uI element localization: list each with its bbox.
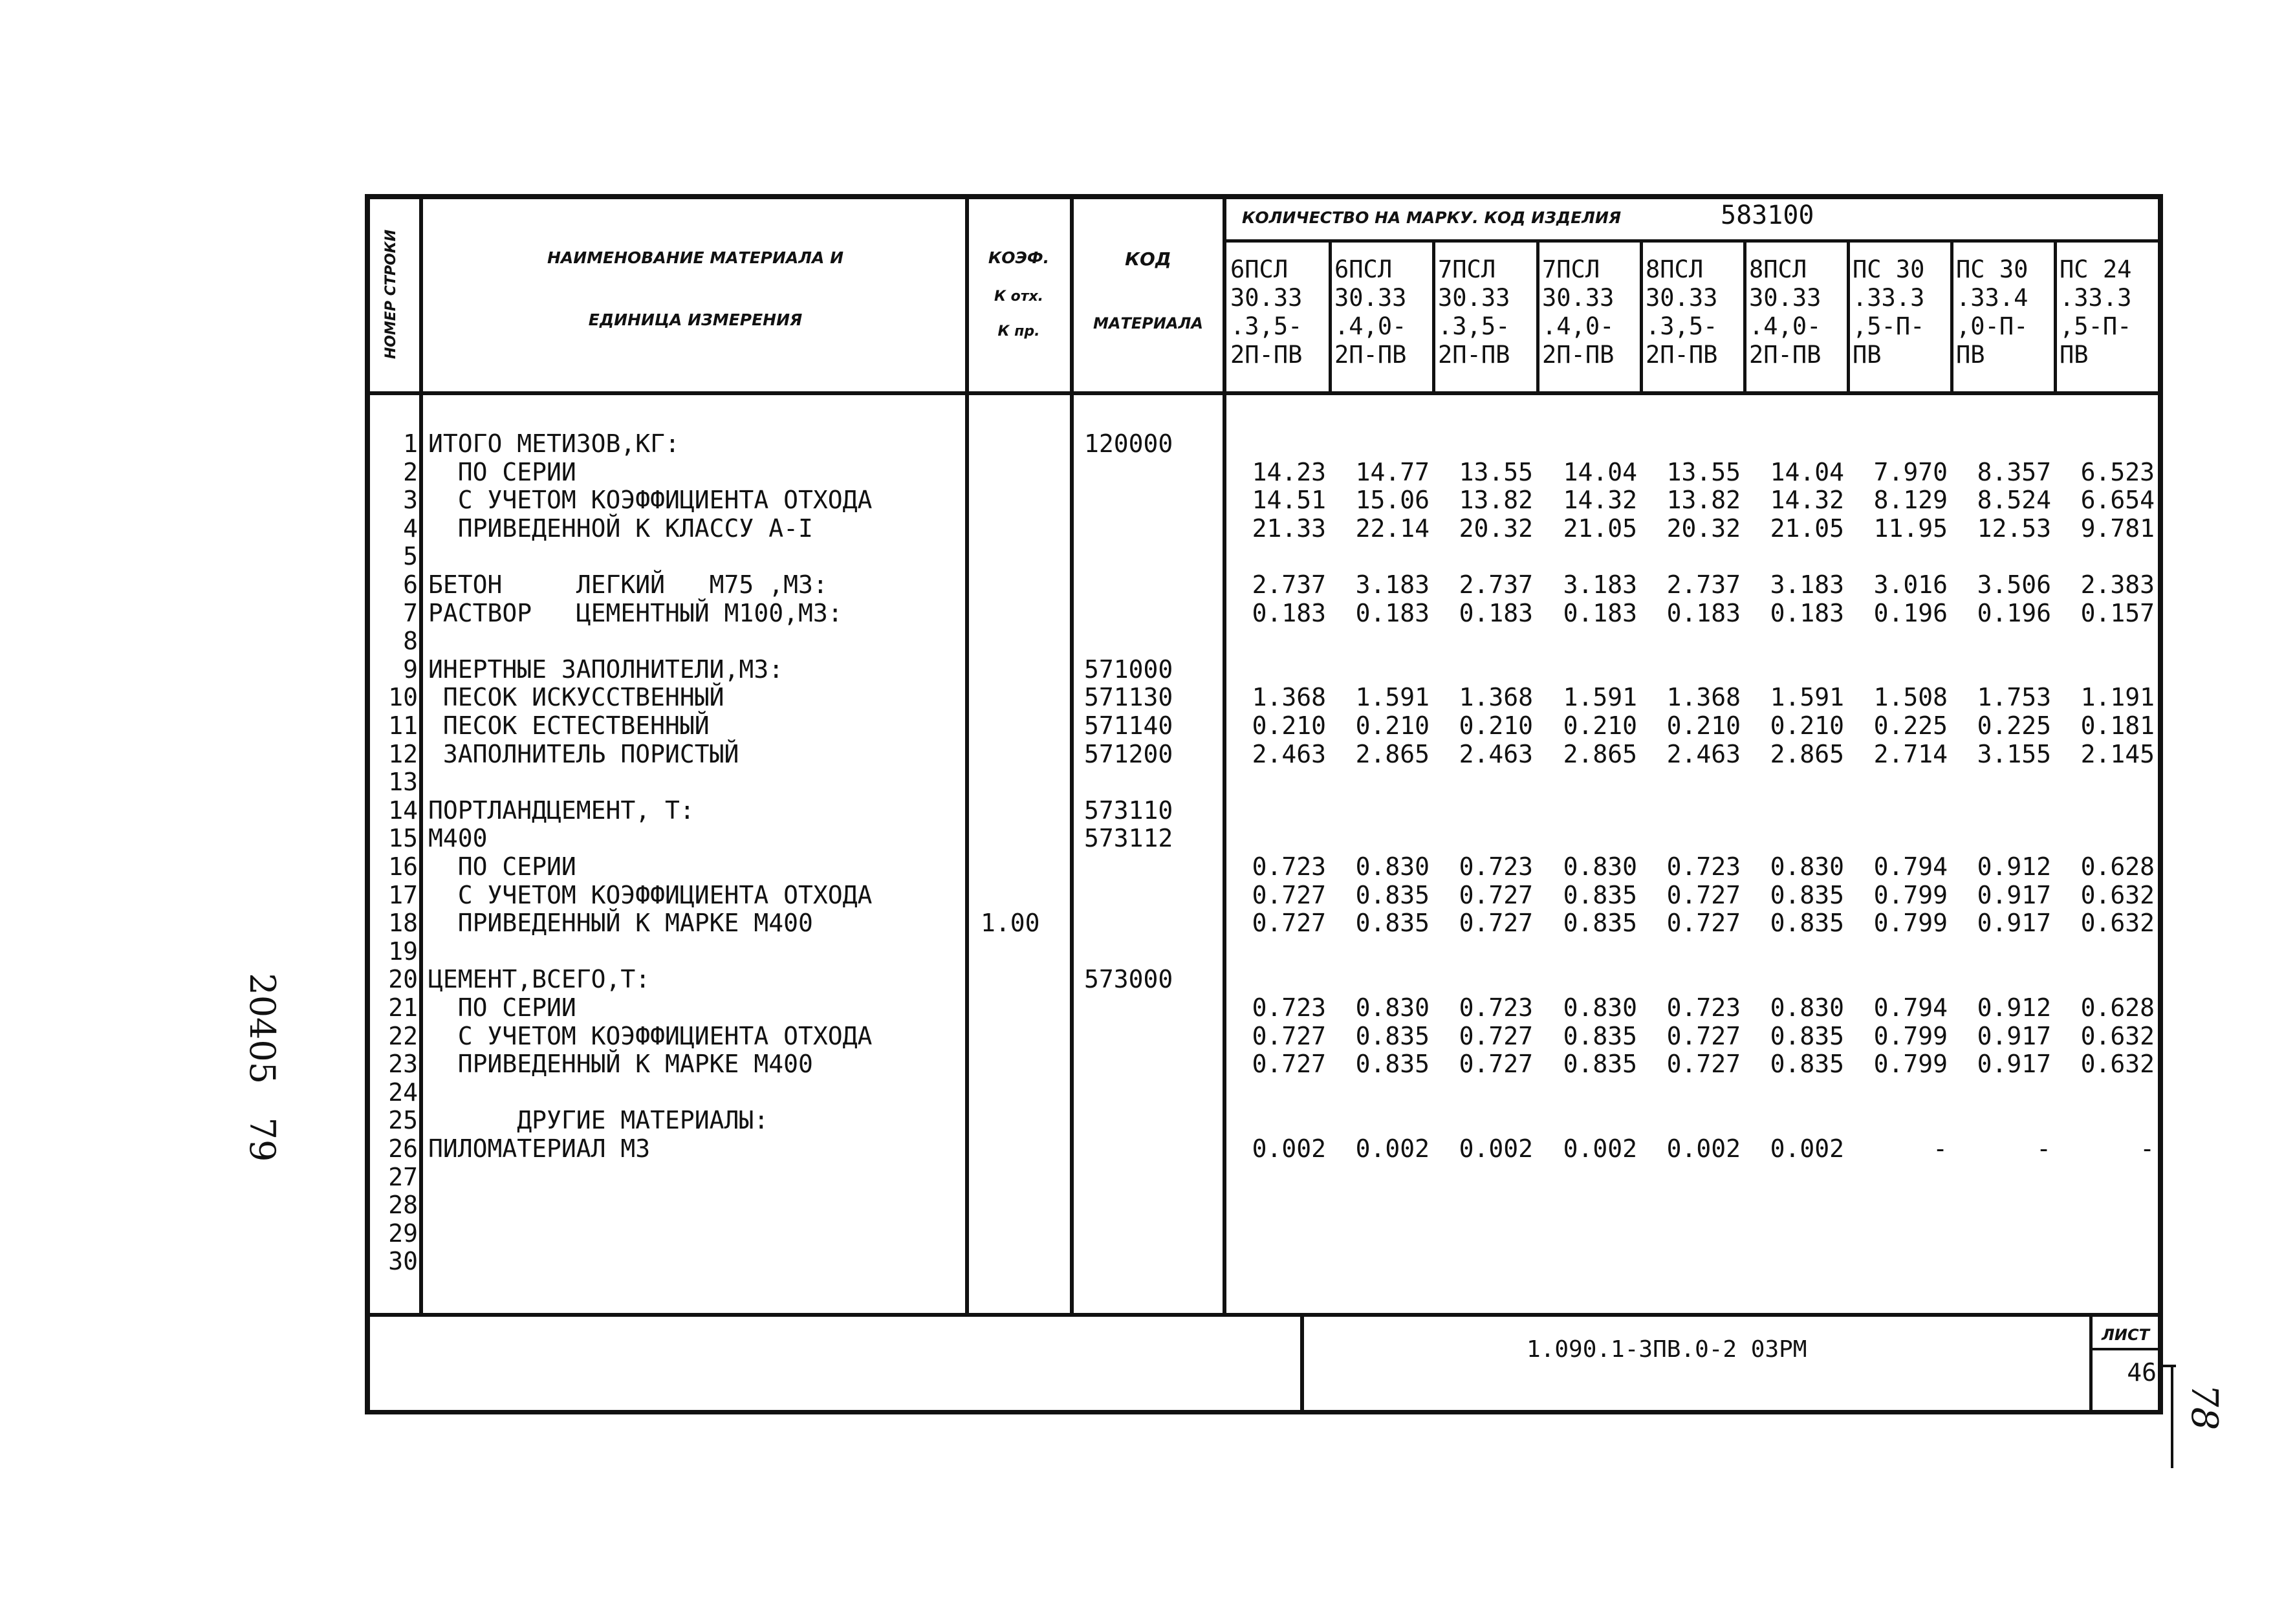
row-number: 17	[388, 881, 418, 909]
quantity-value: 2.865	[1355, 740, 1430, 768]
quantity-value: 0.723	[1252, 852, 1326, 881]
quantity-value: 1.368	[1252, 683, 1326, 711]
quantity-value: 14.04	[1563, 458, 1637, 486]
quantity-value: -	[2140, 1134, 2155, 1163]
quantity-value: 0.196	[1977, 599, 2051, 627]
product-column-header-line: 6ПСЛ	[1230, 255, 1289, 283]
sheet-number: 46	[2127, 1358, 2157, 1387]
quantity-value: 0.727	[1666, 1022, 1741, 1050]
quantity-value: 0.210	[1666, 711, 1741, 740]
material-name: ПО СЕРИИ	[428, 993, 576, 1022]
quantity-value: 0.835	[1770, 1022, 1844, 1050]
quantity-value: 0.002	[1563, 1134, 1637, 1163]
product-column-header-line: ПС 30	[1853, 255, 1925, 283]
product-column-header-line: 30.33	[1230, 284, 1303, 312]
quantity-value: 2.383	[2080, 570, 2155, 599]
quantity-value: 21.33	[1252, 514, 1326, 543]
quantity-value: 1.591	[1563, 683, 1637, 711]
quantity-value: 9.781	[2080, 514, 2155, 543]
material-header-line1: НАИМЕНОВАНИЕ МАТЕРИАЛА И	[547, 248, 844, 267]
quantity-value: 0.183	[1770, 599, 1844, 627]
product-column-header	[2060, 255, 2131, 369]
quantity-value: 22.14	[1355, 514, 1430, 543]
row-number: 6	[403, 570, 418, 599]
row-number: 20	[388, 965, 418, 993]
quantity-value: 21.05	[1563, 514, 1637, 543]
quantity-value: 6.523	[2080, 458, 2155, 486]
quantity-value: 0.912	[1977, 852, 2051, 881]
code-header-line2: МАТЕРИАЛА	[1093, 314, 1203, 332]
quantity-value: 0.225	[1873, 711, 1948, 740]
product-column-header-line: .33.3	[2060, 284, 2132, 312]
quantity-value: 0.727	[1666, 909, 1741, 937]
row-number: 19	[388, 937, 418, 966]
quantity-value: 0.210	[1770, 711, 1844, 740]
material-name: ПО СЕРИИ	[428, 852, 576, 881]
quantity-value: 0.632	[2080, 909, 2155, 937]
product-column-header-line: 30.33	[1542, 284, 1615, 312]
product-column-header-line: 30.33	[1646, 284, 1718, 312]
quantity-value: 1.191	[2080, 683, 2155, 711]
quantity-value: 0.727	[1459, 909, 1533, 937]
quantity-value: 0.835	[1770, 1050, 1844, 1078]
quantity-value: 0.835	[1355, 1050, 1430, 1078]
quantity-value: 0.723	[1459, 852, 1533, 881]
quantity-value: 3.183	[1355, 570, 1430, 599]
quantity-value: 0.183	[1563, 599, 1637, 627]
material-code: 573112	[1084, 824, 1173, 852]
quantity-value: 0.157	[2080, 599, 2155, 627]
left-margin-note	[242, 951, 323, 1162]
quantity-value: 0.912	[1977, 993, 2051, 1022]
row-number-header: НОМЕР СТРОКИ	[383, 229, 399, 360]
quantity-value: 3.183	[1770, 570, 1844, 599]
quantity-value: 0.835	[1355, 881, 1430, 909]
row-number: 8	[403, 627, 418, 655]
quantity-value: 0.210	[1563, 711, 1637, 740]
material-code: 573110	[1084, 796, 1173, 825]
quantity-value: 0.835	[1563, 1022, 1637, 1050]
quantity-value: 0.723	[1459, 993, 1533, 1022]
row-number: 26	[388, 1134, 418, 1163]
quantity-value: 0.794	[1873, 852, 1948, 881]
row-number: 9	[403, 655, 418, 684]
material-name: БЕТОН ЛЕГКИЙ М75 ,М3:	[428, 570, 828, 599]
quantity-value: 0.917	[1977, 1022, 2051, 1050]
product-column-header-line: 2П-ПВ	[1542, 341, 1615, 369]
material-name: С УЧЕТОМ КОЭФФИЦИЕНТА ОТХОДА	[428, 881, 873, 909]
row-number: 29	[388, 1219, 418, 1248]
material-name: ПИЛОМАТЕРИАЛ М3	[428, 1134, 651, 1163]
row-number: 5	[403, 542, 418, 570]
product-column-header	[1749, 255, 1821, 369]
row-number: 7	[403, 599, 418, 627]
row-number: 2	[403, 458, 418, 486]
product-column-header-line: .4,0-	[1749, 312, 1822, 340]
material-name: ЗАПОЛНИТЕЛЬ ПОРИСТЫЙ	[428, 740, 739, 768]
material-name: ПО СЕРИИ	[428, 458, 576, 486]
product-column-header	[1956, 255, 2028, 369]
material-code: 571200	[1084, 740, 1173, 768]
material-name: ДРУГИЕ МАТЕРИАЛЫ:	[428, 1106, 769, 1134]
product-column-header-line: .33.4	[1956, 284, 2028, 312]
product-column-header-line: 7ПСЛ	[1438, 255, 1496, 283]
quantity-value: 1.591	[1770, 683, 1844, 711]
quantity-value: 11.95	[1873, 514, 1948, 543]
quantity-value: 15.06	[1355, 486, 1430, 514]
quantity-value: 3.183	[1563, 570, 1637, 599]
quantity-value: 2.463	[1252, 740, 1326, 768]
material-name: ЦЕМЕНТ,ВСЕГО,Т:	[428, 965, 651, 993]
quantity-value: 2.714	[1873, 740, 1948, 768]
row-number: 11	[388, 711, 418, 740]
quantity-value: 12.53	[1977, 514, 2051, 543]
quantity-value: 0.835	[1563, 881, 1637, 909]
quantity-value: 0.835	[1770, 881, 1844, 909]
quantity-value: 0.727	[1666, 881, 1741, 909]
product-column-header-line: 2П-ПВ	[1230, 341, 1303, 369]
material-name: РАСТВОР ЦЕМЕНТНЫЙ М100,М3:	[428, 599, 843, 627]
quantity-value: 0.830	[1770, 993, 1844, 1022]
product-column-header-line: ПС 30	[1956, 255, 2028, 283]
product-column-header-line: ,0-П-	[1956, 312, 2028, 340]
quantity-value: 0.917	[1977, 881, 2051, 909]
quantity-value: 0.835	[1770, 909, 1844, 937]
quantity-value: 0.830	[1563, 852, 1637, 881]
row-number: 4	[403, 514, 418, 543]
quantity-value: 0.830	[1355, 993, 1430, 1022]
quantity-value: 3.506	[1977, 570, 2051, 599]
product-column-header-line: 8ПСЛ	[1749, 255, 1807, 283]
quantity-value: 0.835	[1563, 909, 1637, 937]
quantity-value: 0.632	[2080, 1050, 2155, 1078]
quantity-value: 2.145	[2080, 740, 2155, 768]
material-name: М400	[428, 824, 488, 852]
row-number: 13	[388, 768, 418, 796]
quantity-value: 0.727	[1252, 881, 1326, 909]
material-code: 573000	[1084, 965, 1173, 993]
material-name: С УЧЕТОМ КОЭФФИЦИЕНТА ОТХОДА	[428, 1022, 873, 1050]
row-number: 25	[388, 1106, 418, 1134]
quantity-value: 0.917	[1977, 1050, 2051, 1078]
coef-header-line3: К пр.	[997, 323, 1040, 340]
product-column-header-line: .3,5-	[1230, 312, 1303, 340]
quantity-value: 2.463	[1666, 740, 1741, 768]
product-column-header	[1542, 255, 1614, 369]
quantity-value: 0.830	[1563, 993, 1637, 1022]
quantity-value: 3.016	[1873, 570, 1948, 599]
quantity-value: 0.794	[1873, 993, 1948, 1022]
quantity-value: 0.183	[1666, 599, 1741, 627]
quantity-value: 2.463	[1459, 740, 1533, 768]
product-column-header-line: .4,0-	[1542, 312, 1615, 340]
row-number: 3	[403, 486, 418, 514]
row-number: 30	[388, 1247, 418, 1275]
quantity-value: 14.77	[1355, 458, 1430, 486]
material-code: 571130	[1084, 683, 1173, 711]
quantity-value: 8.357	[1977, 458, 2051, 486]
quantity-value: 14.04	[1770, 458, 1844, 486]
row-number: 27	[388, 1163, 418, 1191]
quantity-value: 13.82	[1666, 486, 1741, 514]
quantity-value: 0.917	[1977, 909, 2051, 937]
material-code: 120000	[1084, 429, 1173, 458]
row-number: 21	[388, 993, 418, 1022]
product-column-header	[1334, 255, 1406, 369]
quantity-value: 1.591	[1355, 683, 1430, 711]
product-column-header	[1230, 255, 1302, 369]
material-name: С УЧЕТОМ КОЭФФИЦИЕНТА ОТХОДА	[428, 486, 873, 514]
quantity-value: 14.23	[1252, 458, 1326, 486]
quantity-value: 1.368	[1459, 683, 1533, 711]
quantity-value: 0.628	[2080, 852, 2155, 881]
quantity-value: 2.865	[1563, 740, 1637, 768]
quantity-value: 2.737	[1666, 570, 1741, 599]
material-name: ПРИВЕДЕННОЙ К КЛАССУ А-I	[428, 514, 813, 543]
quantity-value: 3.155	[1977, 740, 2051, 768]
product-column-header-line: .33.3	[1853, 284, 1925, 312]
quantity-value: 21.05	[1770, 514, 1844, 543]
quantity-value: 0.183	[1459, 599, 1533, 627]
coefficient-value: 1.00	[981, 909, 1040, 937]
quantity-value: 0.628	[2080, 993, 2155, 1022]
row-number: 15	[388, 824, 418, 852]
material-name: ПРИВЕДЕННЫЙ К МАРКЕ М400	[428, 1050, 813, 1078]
quantity-value: 8.524	[1977, 486, 2051, 514]
product-column-header-line: 8ПСЛ	[1646, 255, 1704, 283]
coef-header-line1: КОЭФ.	[988, 248, 1050, 267]
quantity-value: 0.727	[1252, 909, 1326, 937]
quantity-value: 0.727	[1459, 881, 1533, 909]
product-column-header-line: 30.33	[1749, 284, 1822, 312]
product-column-header-line: ПВ	[1853, 341, 1882, 369]
quantity-value: 13.82	[1459, 486, 1533, 514]
row-number: 1	[403, 429, 418, 458]
quantity-value: 0.002	[1252, 1134, 1326, 1163]
left-margin-note-number: 20405	[242, 973, 283, 1085]
quantity-value: 0.181	[2080, 711, 2155, 740]
quantity-value: 0.210	[1355, 711, 1430, 740]
product-column-header-line: ,5-П-	[1853, 312, 1925, 340]
row-number: 28	[388, 1191, 418, 1219]
product-column-header-line: .3,5-	[1646, 312, 1718, 340]
material-name: ПРИВЕДЕННЫЙ К МАРКЕ М400	[428, 909, 813, 937]
product-column-header-line: 2П-ПВ	[1334, 341, 1407, 369]
quantity-value: 0.723	[1666, 993, 1741, 1022]
product-column-header-line: ПС 24	[2060, 255, 2132, 283]
quantity-value: 0.830	[1355, 852, 1430, 881]
code-header-line1: КОД	[1125, 248, 1171, 270]
quantity-value: 0.210	[1252, 711, 1326, 740]
product-column-header-line: .3,5-	[1438, 312, 1510, 340]
quantity-value: 0.799	[1873, 909, 1948, 937]
quantity-value: 0.002	[1770, 1134, 1844, 1163]
quantity-value: 0.830	[1770, 852, 1844, 881]
product-column-header	[1853, 255, 1924, 369]
quantity-value: 0.727	[1459, 1050, 1533, 1078]
product-code: 583100	[1721, 200, 1814, 230]
quantity-value: 0.799	[1873, 1022, 1948, 1050]
row-number: 18	[388, 909, 418, 937]
quantity-value: 8.129	[1873, 486, 1948, 514]
row-number: 22	[388, 1022, 418, 1050]
quantity-value: 0.799	[1873, 1050, 1948, 1078]
quantity-value: 0.727	[1252, 1050, 1326, 1078]
material-name: ПЕСОК ИСКУССТВЕННЫЙ	[428, 683, 724, 711]
quantity-value: 0.196	[1873, 599, 1948, 627]
document-code: 1.090.1-3ПВ.0-2 03РМ	[1527, 1336, 1807, 1363]
quantity-value: 13.55	[1459, 458, 1533, 486]
quantity-value: 0.727	[1252, 1022, 1326, 1050]
row-number: 10	[388, 683, 418, 711]
quantity-value: 1.368	[1666, 683, 1741, 711]
quantity-value: 20.32	[1459, 514, 1533, 543]
material-header-line2: ЕДИНИЦА ИЗМЕРЕНИЯ	[588, 310, 803, 329]
row-number: 16	[388, 852, 418, 881]
product-column-header-line: ,5-П-	[2060, 312, 2132, 340]
quantity-value: 2.865	[1770, 740, 1844, 768]
quantity-value: 1.753	[1977, 683, 2051, 711]
quantity-value: 7.970	[1873, 458, 1948, 486]
product-column-header-line: 2П-ПВ	[1749, 341, 1822, 369]
quantity-value: 2.737	[1252, 570, 1326, 599]
quantity-value: 0.210	[1459, 711, 1533, 740]
quantity-value: 0.799	[1873, 881, 1948, 909]
product-column-header-line: ПВ	[2060, 341, 2089, 369]
quantity-value: 14.32	[1770, 486, 1844, 514]
quantity-value: 14.51	[1252, 486, 1326, 514]
quantity-value: 0.183	[1252, 599, 1326, 627]
product-column-header-line: ПВ	[1956, 341, 1985, 369]
sheet-label: ЛИСТ	[2101, 1326, 2149, 1344]
quantity-value: 0.002	[1355, 1134, 1430, 1163]
product-column-header	[1438, 255, 1510, 369]
quantity-header: КОЛИЧЕСТВО НА МАРКУ. КОД ИЗДЕЛИЯ	[1242, 208, 1622, 227]
quantity-value: 0.183	[1355, 599, 1430, 627]
row-number: 14	[388, 796, 418, 825]
coef-header-line2: К отх.	[994, 288, 1044, 305]
quantity-value: 0.835	[1355, 1022, 1430, 1050]
quantity-value: 0.727	[1459, 1022, 1533, 1050]
material-name: ИТОГО МЕТИЗОВ,КГ:	[428, 429, 680, 458]
quantity-value: -	[1933, 1134, 1948, 1163]
quantity-value: 0.002	[1666, 1134, 1741, 1163]
row-number: 12	[388, 740, 418, 768]
quantity-value: 6.654	[2080, 486, 2155, 514]
quantity-value: 0.225	[1977, 711, 2051, 740]
quantity-value: 14.32	[1563, 486, 1637, 514]
row-number: 23	[388, 1050, 418, 1078]
quantity-value: 0.723	[1252, 993, 1326, 1022]
material-code: 571140	[1084, 711, 1173, 740]
quantity-value: 0.723	[1666, 852, 1741, 881]
left-margin-note-page: 79	[242, 1117, 283, 1162]
quantity-value: -	[2036, 1134, 2051, 1163]
product-column-header-line: .4,0-	[1334, 312, 1407, 340]
material-name: ПОРТЛАНДЦЕМЕНТ, Т:	[428, 796, 695, 825]
quantity-value: 2.737	[1459, 570, 1533, 599]
product-column-header-line: 6ПСЛ	[1334, 255, 1393, 283]
material-code: 571000	[1084, 655, 1173, 684]
material-name: ПЕСОК ЕСТЕСТВЕННЫЙ	[428, 711, 710, 740]
product-column-header-line: 2П-ПВ	[1438, 341, 1510, 369]
quantity-value: 13.55	[1666, 458, 1741, 486]
quantity-value: 0.835	[1355, 909, 1430, 937]
quantity-value: 0.727	[1666, 1050, 1741, 1078]
quantity-value: 0.632	[2080, 1022, 2155, 1050]
quantity-value: 0.835	[1563, 1050, 1637, 1078]
product-column-header-line: 2П-ПВ	[1646, 341, 1718, 369]
material-name: ИНЕРТНЫЕ ЗАПОЛНИТЕЛИ,М3:	[428, 655, 784, 684]
product-column-header	[1646, 255, 1717, 369]
quantity-value: 0.632	[2080, 881, 2155, 909]
row-number: 24	[388, 1078, 418, 1107]
quantity-value: 1.508	[1873, 683, 1948, 711]
product-column-header-line: 30.33	[1334, 284, 1407, 312]
quantity-value: 0.002	[1459, 1134, 1533, 1163]
right-margin-note: 78	[2183, 1384, 2225, 1431]
product-column-header-line: 30.33	[1438, 284, 1510, 312]
quantity-value: 20.32	[1666, 514, 1741, 543]
product-column-header-line: 7ПСЛ	[1542, 255, 1600, 283]
